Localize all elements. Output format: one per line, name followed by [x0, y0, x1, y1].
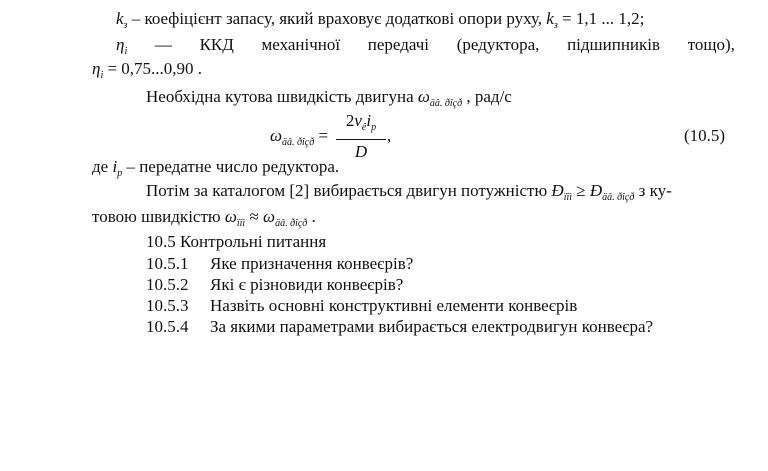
coefficient-text: – коефіцієнт запасу, який враховує додаткові опори руху, — [127, 9, 547, 28]
formula-equals: = — [314, 126, 329, 145]
k-symbol: k — [116, 9, 124, 28]
formula-omega-subscript: äâ. ðîçð — [282, 137, 315, 148]
questions-heading: 10.5 Контрольні питання — [146, 232, 327, 251]
formula-comma: , — [387, 126, 392, 145]
omega-nominal: ω — [224, 207, 237, 226]
angular-speed-unit: , рад/с — [462, 87, 512, 106]
gear-ratio-prefix: де — [92, 157, 113, 176]
question-number: 10.5.4 — [146, 317, 189, 336]
efficiency-word: механічної — [261, 35, 341, 54]
k-subscript-2: з — [553, 20, 558, 31]
question-number: 10.5.3 — [146, 296, 189, 315]
question-item — [146, 316, 653, 338]
efficiency-word: (редуктора, — [456, 35, 540, 54]
power-symbol: Ð — [551, 181, 564, 200]
question-number: 10.5.2 — [146, 275, 189, 294]
approx-sign: ≈ — [245, 207, 264, 226]
efficiency-word: ККД — [199, 35, 234, 54]
formula-denominator: D — [354, 142, 368, 161]
speed-text: товою швидкістю — [92, 207, 225, 226]
power-symbol-2: Ð — [589, 181, 603, 200]
question-text: За якими параметрами вибирається електродвигун конвеєра? — [210, 317, 654, 336]
gear-ratio-text: – передатне число редуктора. — [122, 157, 340, 176]
eta-subscript: і — [124, 46, 128, 57]
efficiency-word: тощо), — [687, 35, 735, 54]
question-item — [146, 253, 413, 275]
k-subscript: з — [123, 20, 128, 31]
catalog-line — [146, 180, 672, 209]
question-number: 10.5.1 — [146, 254, 189, 273]
efficiency-value-line — [92, 58, 202, 87]
speed-dot: . — [307, 207, 316, 226]
formula-fraction — [336, 110, 386, 164]
efficiency-word: передачі — [367, 35, 430, 54]
gear-ratio-symbol: i — [112, 157, 118, 176]
formula-i: i — [366, 111, 372, 130]
efficiency-value: = 0,75...0,90 . — [103, 59, 203, 78]
eta-subscript-2: і — [100, 70, 104, 81]
k-symbol-2: k — [546, 9, 554, 28]
formula-two: 2 — [345, 111, 355, 130]
eta-symbol-2: η — [92, 59, 101, 78]
coefficient-line — [116, 8, 644, 37]
catalog-text: Потім за каталогом [2] вибирається двигун потужністю — [146, 181, 552, 200]
formula-v-subscript: ê — [361, 122, 367, 133]
formula-v: v — [354, 111, 362, 130]
power-subscript-2: äâ. ðîçð — [602, 192, 635, 203]
question-item — [146, 295, 577, 317]
efficiency-line — [116, 34, 735, 63]
omega-symbol: ω — [417, 87, 430, 106]
omega-subscript: äâ. ðîçð — [429, 98, 463, 109]
omega-nominal-subscript: ïîì — [236, 218, 246, 229]
formula-lhs — [270, 125, 328, 154]
gear-ratio-subscript: p — [117, 168, 123, 179]
formula-omega: ω — [270, 126, 283, 145]
coefficient-value: = 1,1 ... 1,2; — [557, 9, 645, 28]
formula-i-subscript: p — [371, 122, 377, 133]
efficiency-word: підшипників — [567, 35, 661, 54]
angular-speed-text: Необхідна кутова швидкість двигуна — [146, 87, 418, 106]
catalog-end: з ку- — [634, 181, 672, 200]
question-text: Назвіть основні конструктивні елементи конвеєрів — [210, 296, 578, 315]
angular-speed-line — [146, 86, 512, 115]
question-item — [146, 274, 403, 296]
omega-calc: ω — [263, 207, 276, 226]
eta-letter: η — [116, 35, 125, 54]
question-text: Які є різновиди конвеєрів? — [210, 275, 404, 294]
formula-number: (10.5) — [684, 126, 726, 145]
efficiency-word: — — [154, 35, 172, 54]
power-subscript: ïîì — [563, 192, 573, 203]
ge-sign: ≥ — [572, 181, 590, 200]
formula-numerator — [336, 110, 386, 140]
omega-calc-subscript: äâ. ðîçð — [275, 218, 308, 229]
question-text: Яке призначення конвеєрів? — [210, 254, 414, 273]
